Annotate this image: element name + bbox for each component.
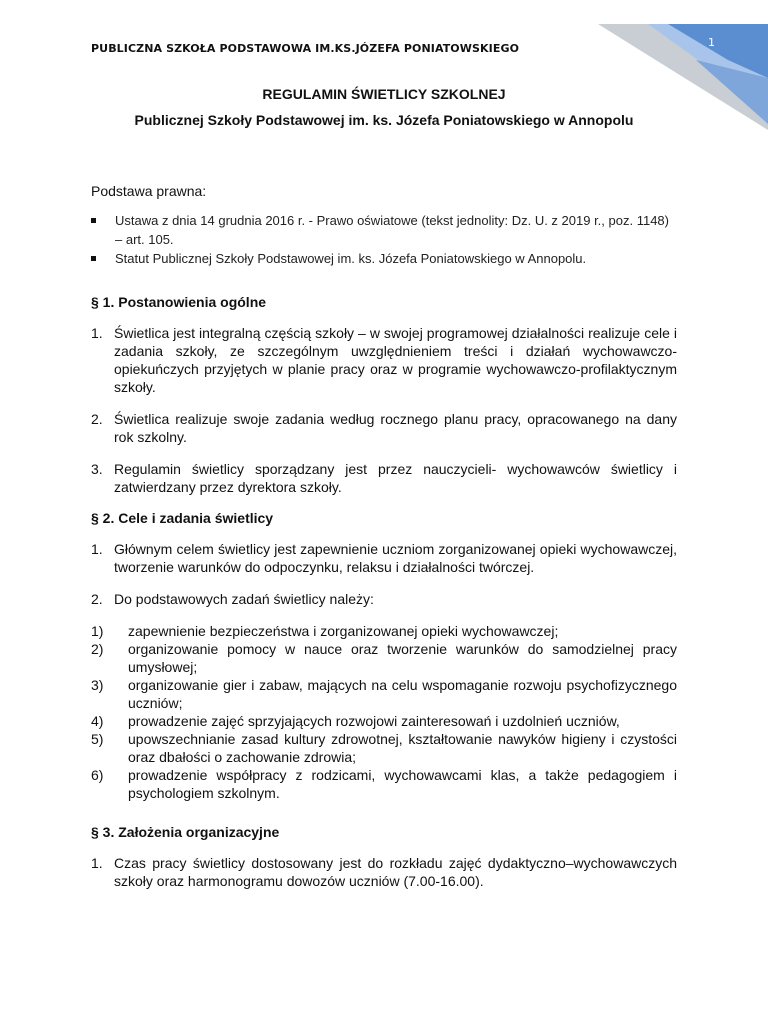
list-item <box>91 211 677 249</box>
item-number: 2. <box>91 591 103 607</box>
item-number: 2) <box>91 641 104 657</box>
document-body <box>91 183 677 904</box>
section-1-list <box>91 324 677 496</box>
item-number: 1. <box>91 541 103 557</box>
list-item <box>91 712 677 730</box>
section-heading: § 3. Założenia organizacyjne <box>91 824 280 840</box>
item-number: 3. <box>91 461 103 477</box>
document-subtitle: Publicznej Szkoły Podstawowej im. ks. Józefa Poniatowskiego w Annopolu <box>134 112 634 128</box>
item-text: organizowanie gier i zabaw, mających na celu wspomaganie rozwoju psychofizycznego uczniów; <box>128 677 677 711</box>
item-text: Czas pracy świetlicy dostosowany jest do rozkładu zajęć dydaktyczno–wychowawczych szkoły oraz harmonogramu dowozów uczniów (7.00-16.00). <box>114 855 677 889</box>
list-item <box>91 640 677 676</box>
item-text: Świetlica realizuje swoje zadania według rocznego planu pracy, opracowanego na dany rok szkolny. <box>114 411 677 445</box>
corner-decoration <box>588 0 768 130</box>
tasks-list <box>91 622 677 802</box>
item-text: Świetlica jest integralną częścią szkoły – w swojej programowej działalności realizuje cele i zadania szkoły, ze szczególnym uwzględnieniem treści i działań wychowawczo-opiekuńczych przyjętych w planie pracy oraz w programie wychowawczo-profilaktycznym szkoły. <box>114 325 677 395</box>
item-number: 1. <box>91 325 103 341</box>
item-text: Do podstawowych zadań świetlicy należy: <box>114 591 374 607</box>
item-text: prowadzenie zajęć sprzyjających rozwojowi zainteresowań i uzdolnień uczniów, <box>128 713 620 729</box>
item-text: upowszechnianie zasad kultury zdrowotnej, kształtowanie nawyków higieny i czystości oraz dbałości o zachowanie zdrowia; <box>128 731 677 765</box>
item-number: 1. <box>91 855 103 871</box>
item-text: Regulamin świetlicy sporządzany jest przez nauczycieli- wychowawców świetlicy i zatwierdzany przez dyrektora szkoły. <box>114 461 677 495</box>
square-bullet-icon <box>91 218 96 223</box>
item-text: zapewnienie bezpieczeństwa i zorganizowanej opieki wychowawczej; <box>128 623 559 639</box>
list-item <box>91 460 677 496</box>
section-3-list <box>91 854 677 890</box>
legal-basis-list <box>91 211 677 268</box>
legal-basis-text: Ustawa z dnia 14 grudnia 2016 r. - Prawo oświatowe (tekst jednolity: Dz. U. z 2019 r., poz. 1148) – art. 105. <box>115 213 669 247</box>
list-item <box>91 854 677 890</box>
item-number: 4) <box>91 713 104 729</box>
item-number: 2. <box>91 411 103 427</box>
list-item <box>91 540 677 576</box>
item-number: 3) <box>91 677 104 693</box>
item-text: Głównym celem świetlicy jest zapewnienie uczniom zorganizowanej opieki wychowawczej, tworzenie warunków do odpoczynku, relaksu i działalności twórczej. <box>114 541 677 575</box>
item-number: 6) <box>91 767 104 783</box>
item-text: prowadzenie współpracy z rodzicami, wychowawcami klas, a także pedagogiem i psychologiem szkolnym. <box>128 767 677 801</box>
list-item <box>91 249 677 268</box>
list-item <box>91 622 677 640</box>
list-item <box>91 730 677 766</box>
list-item <box>91 410 677 446</box>
item-number: 5) <box>91 731 104 747</box>
list-item <box>91 324 677 396</box>
section-2-list <box>91 540 677 608</box>
list-item <box>91 766 677 802</box>
page-header: PUBLICZNA SZKOŁA PODSTAWOWA IM.KS.JÓZEFA PONIATOWSKIEGO <box>91 42 520 55</box>
section-heading: § 1. Postanowienia ogólne <box>91 294 267 310</box>
legal-basis-label: Podstawa prawna: <box>91 183 207 199</box>
page-number: 1 <box>708 36 715 49</box>
document-title: REGULAMIN ŚWIETLICY SZKOLNEJ <box>262 86 506 102</box>
list-item <box>91 676 677 712</box>
list-item <box>91 590 677 608</box>
legal-basis-text: Statut Publicznej Szkoły Podstawowej im. ks. Józefa Poniatowskiego w Annopolu. <box>115 251 587 266</box>
square-bullet-icon <box>91 256 96 261</box>
item-number: 1) <box>91 623 104 639</box>
item-text: organizowanie pomocy w nauce oraz tworzenie warunków do samodzielnej pracy umysłowej; <box>128 641 677 675</box>
section-heading: § 2. Cele i zadania świetlicy <box>91 510 274 526</box>
